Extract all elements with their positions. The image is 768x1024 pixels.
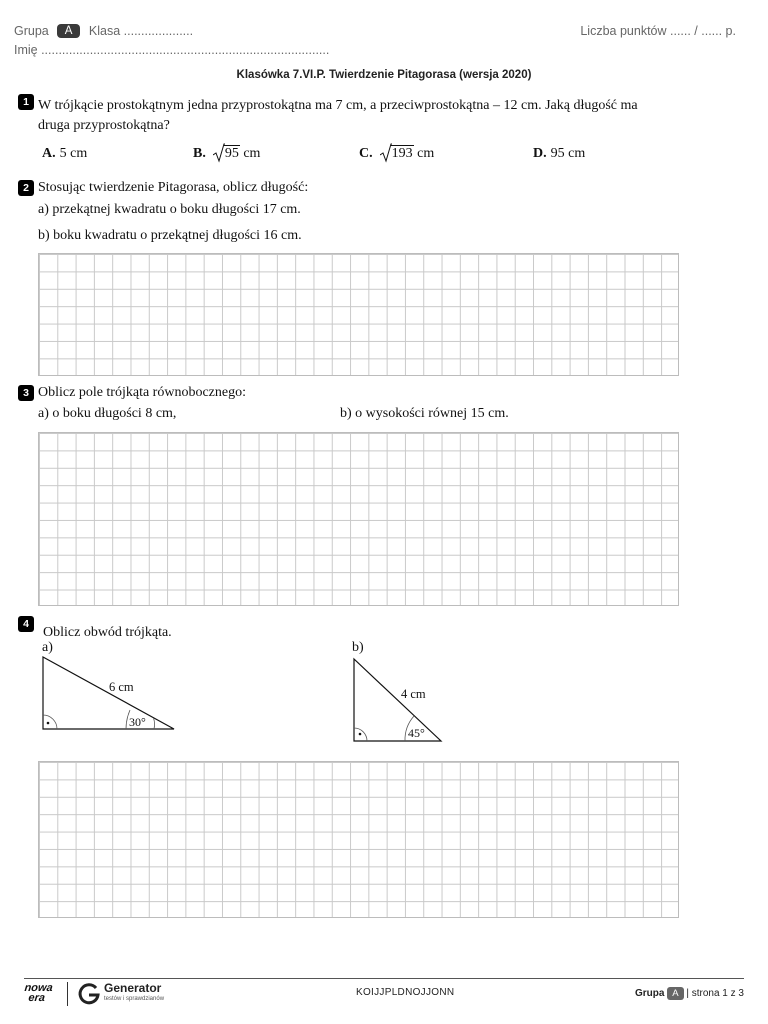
- triangle-b-side-label: 4 cm: [401, 687, 426, 701]
- task-1-option-a: [42, 144, 87, 164]
- task-number-2: 2: [18, 180, 34, 196]
- task-4-text: Oblicz obwód trójkąta.: [43, 625, 172, 640]
- generator-title: Generator: [104, 981, 162, 995]
- footer-group-badge: A: [667, 987, 683, 1000]
- page-info: [635, 987, 744, 1000]
- generator-subtitle: testów i sprawdzianów: [104, 996, 165, 1002]
- task-number-1: 1: [18, 94, 34, 110]
- triangle-a-side-label: 6 cm: [109, 680, 134, 694]
- task-3-text: Oblicz pole trójkąta równobocznego:: [38, 385, 246, 400]
- logo-separator: [67, 982, 68, 1006]
- group-label: Grupa: [14, 24, 49, 38]
- generator-g-icon: [77, 982, 101, 1006]
- task-1-option-b: [193, 144, 260, 164]
- task-number-3: 3: [18, 385, 34, 401]
- sqrt-symbol: [380, 144, 414, 164]
- option-d-value: 95 cm: [550, 146, 586, 161]
- page-number: | strona 1 z 3: [686, 988, 744, 999]
- task-3-part-a: a) o boku długości 8 cm,: [38, 406, 177, 421]
- answer-grid-2[interactable]: [38, 253, 679, 376]
- task-1-text-line2: druga przyprostokątna?: [38, 118, 170, 133]
- logo-line2: era: [27, 992, 46, 1004]
- document-code: KOIJJPLDNOJJONN: [356, 987, 455, 998]
- option-a-letter: A.: [42, 146, 56, 161]
- triangle-a-angle-label: 30°: [129, 715, 146, 729]
- option-d-letter: D.: [533, 146, 547, 161]
- answer-grid-3[interactable]: [38, 432, 679, 606]
- option-c-unit: cm: [417, 146, 435, 161]
- class-label: Klasa ....................: [88, 24, 194, 38]
- task-2-text: Stosując twierdzenie Pitagorasa, oblicz długość:: [38, 180, 309, 195]
- generator-logo-text: [104, 982, 164, 1003]
- answer-grid-4[interactable]: [38, 761, 679, 918]
- triangle-b-figure: [350, 653, 446, 745]
- task-1-option-d: [533, 144, 585, 164]
- option-b-radicand: 95: [224, 146, 239, 161]
- nowa-era-logo: [24, 983, 60, 1009]
- task-number-4: 4: [18, 616, 34, 632]
- group-field: [14, 24, 193, 38]
- group-badge: A: [57, 24, 81, 38]
- points-label: Liczba punktów ...... / ...... p.: [580, 24, 736, 38]
- footer-group-label: Grupa: [635, 988, 665, 999]
- task-4-label-a: a): [42, 640, 53, 655]
- task-1-text-line1: W trójkącie prostokątnym jedna przyprostokątna ma 7 cm, a przeciwprostokątna – 12 cm. Jaką długość ma: [38, 98, 638, 113]
- option-b-letter: B.: [193, 146, 206, 161]
- footer-divider: [24, 978, 744, 979]
- task-4-label-b: b): [352, 640, 364, 655]
- option-c-letter: C.: [359, 146, 373, 161]
- task-3-part-b: b) o wysokości równej 15 cm.: [340, 406, 509, 421]
- option-a-value: 5 cm: [59, 146, 88, 161]
- option-b-unit: cm: [243, 146, 261, 161]
- task-2-part-a: a) przekątnej kwadratu o boku długości 17 cm.: [38, 202, 301, 217]
- triangle-b-angle-label: 45°: [408, 726, 425, 740]
- option-c-radicand: 193: [391, 146, 413, 161]
- page-title: Klasówka 7.VI.P. Twierdzenie Pitagorasa (wersja 2020): [236, 69, 532, 81]
- task-2-part-b: b) boku kwadratu o przekątnej długości 16 cm.: [38, 228, 302, 243]
- task-1-option-c: [359, 144, 434, 164]
- logo-line1: nowa: [23, 982, 54, 994]
- name-label: Imię ...................................................................................: [14, 43, 330, 57]
- sqrt-symbol: [213, 144, 240, 164]
